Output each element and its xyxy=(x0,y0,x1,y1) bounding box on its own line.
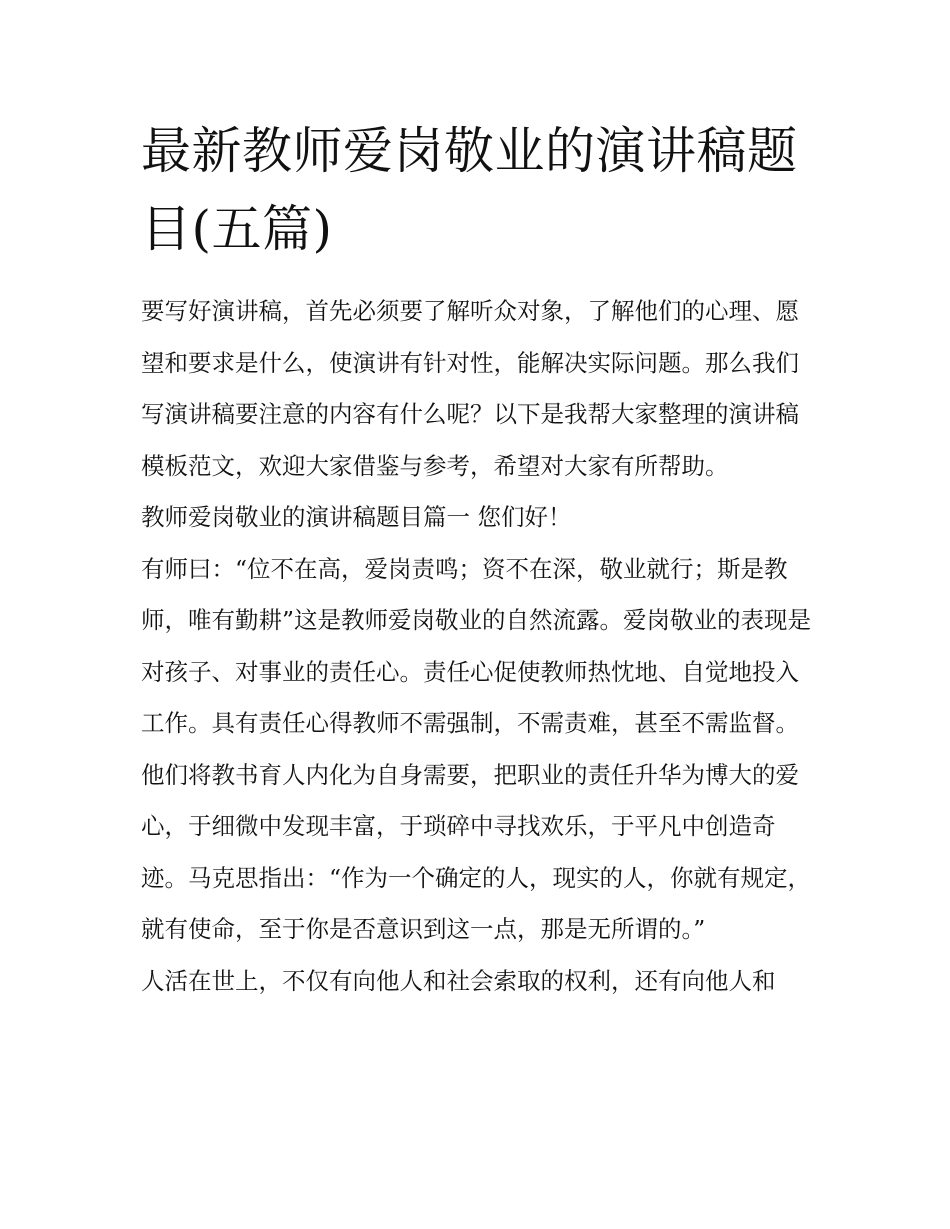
body-paragraph-continued: 人活在世上，不仅有向他人和社会索取的权利，还有向他人和 xyxy=(141,966,776,995)
intro-paragraph: 要写好演讲稿，首先必须要了解听众对象，了解他们的心理、愿望和要求是什么，使演讲有针对性，能解决实际问题。那么我们写演讲稿要注意的内容有什么呢？以下是我帮大家整理的演讲稿模板范文，欢迎大家借鉴与参考，希望对大家有所帮助。 xyxy=(141,297,799,480)
document-page xyxy=(141,112,813,1007)
section-heading-paragraph: 教师爱岗敬业的演讲稿题目篇一 您们好！ xyxy=(141,503,572,531)
body-paragraph: 有师曰：“位不在高，爱岗责鸣；资不在深，敬业就行；斯是教师，唯有勤耕”这是教师爱岗敬业的自然流露。爱岗敬业的表现是对孩子、对事业的责任心。责任心促使教师热忱地、自觉地投入工作。具有责任心得教师不需强制，不需责难，甚至不需监督。他们将教书育人内化为自身需要，把职业的责任升华为博大的爱心，于细微中发现丰富，于琐碎中寻找欢乐，于平凡中创造奇迹。马克思指出：“作为一个确定的人，现实的人，你就有规定，就有使命，至于你是否意识到这一点，那是无所谓的。” xyxy=(141,554,812,943)
document-title: 最新教师爱岗敬业的演讲稿题目(五篇) xyxy=(141,122,798,258)
